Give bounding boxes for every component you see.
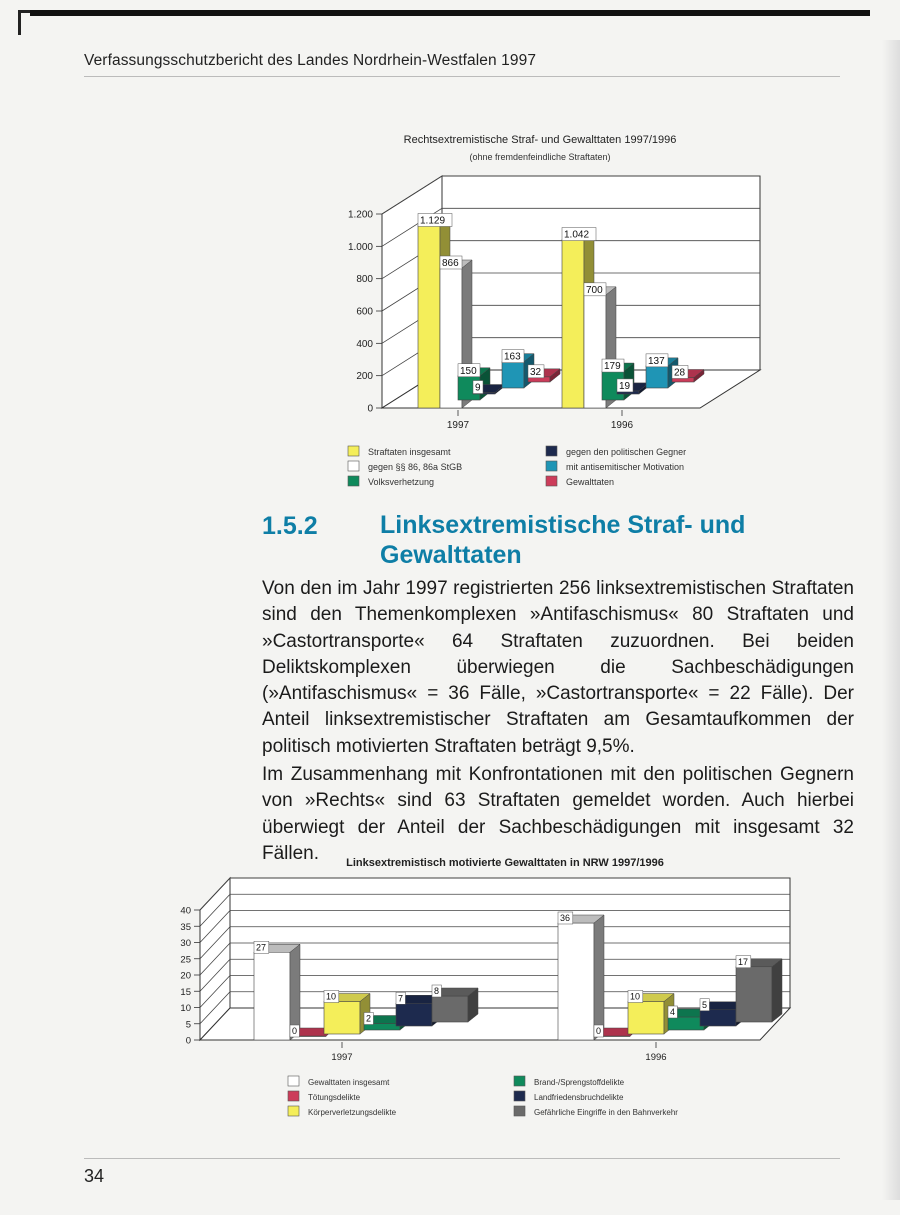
y-tick-label: 1.200 (347, 209, 373, 221)
data-label: 36 (560, 913, 571, 923)
bar-front (628, 1002, 664, 1035)
data-label: 2 (366, 1013, 372, 1024)
x-tick-label: 1997 (446, 420, 470, 431)
footer-rule (84, 1158, 840, 1159)
data-label: 17 (738, 956, 749, 967)
y-tick-label: 400 (356, 338, 373, 350)
y-tick-label: 10 (180, 1003, 191, 1014)
page-number: 34 (84, 1166, 105, 1186)
y-tick-label: 20 (180, 970, 191, 982)
data-label: 10 (326, 991, 337, 1002)
data-label: 163 (504, 351, 521, 363)
data-label: 0 (292, 1026, 298, 1036)
chart-title: Linksextremistisch motivierte Gewalttaten in NRW 1997/1996 (346, 857, 664, 869)
legend-label: Gefährliche Eingriffe in den Bahnverkehr (534, 1108, 678, 1117)
data-label: 179 (604, 361, 621, 373)
paragraph-1: Von den im Jahr 1997 registrierten 256 linksextremistischen Straftaten sind den Themenkomplexen »Antifaschismus« 80 Straftaten und »Castortransporte« 64 Straftaten zuzuordnen. Bei beiden Deliktskomplexen überwiegen die Sachbeschädigungen (»Antifaschismus« = 36 Fälle, »Castortransporte« = 22 Fälle). Der Anteil linksextremistischer Straftaten am Gesamtaufkommen der politisch motivierten Straftaten beträgt 9,5%. (262, 578, 854, 757)
y-tick-label: 600 (356, 306, 373, 318)
legend-swatch (288, 1091, 299, 1101)
bar-front (254, 952, 290, 1040)
legend-swatch (514, 1106, 525, 1116)
data-label: 9 (475, 382, 481, 394)
y-tick-label: 0 (185, 1035, 191, 1047)
bar-front (324, 1002, 360, 1035)
data-label: 4 (670, 1007, 676, 1017)
paragraph-2: Im Zusammenhang mit Konfrontationen mit den politischen Gegnern von »Rechts« sind 63 Straftaten gemeldet worden. Auch hierbei überwiegt der Anteil der Sachbeschädigungen mit insgesamt 32 Fällen. (262, 764, 854, 864)
data-label: 8 (434, 986, 440, 996)
y-tick-label: 35 (180, 921, 191, 933)
y-tick-label: 1.000 (347, 241, 373, 253)
x-tick-label: 1996 (610, 420, 634, 431)
data-label: 1.129 (420, 215, 446, 227)
bar-front (432, 996, 468, 1022)
legend-swatch (514, 1091, 525, 1101)
data-label: 700 (586, 284, 603, 296)
chart-title: Rechtsextremistische Straf- und Gewalttaten 1997/1996 (403, 134, 677, 146)
data-label: 10 (630, 991, 641, 1002)
bar-front (668, 1017, 704, 1030)
x-tick-label: 1997 (331, 1052, 353, 1063)
data-label: 19 (619, 380, 631, 392)
data-label: 137 (648, 355, 665, 367)
data-label: 1.042 (564, 229, 590, 241)
y-tick-label: 15 (180, 986, 191, 998)
legend-label: Körperverletzungsdelikte (308, 1108, 397, 1117)
section-title: Linksextremistische Straf- und Gewalttaten (380, 511, 746, 569)
data-label: 7 (398, 993, 404, 1004)
chart-subtitle: (ohne fremdenfeindliche Straftaten) (469, 152, 611, 162)
bar-front (396, 1003, 432, 1026)
y-tick-label: 30 (180, 938, 191, 949)
y-tick-label: 800 (356, 274, 373, 286)
running-header: Verfassungsschutzbericht des Landes Nordrhein-Westfalen 1997 (84, 52, 537, 69)
y-tick-label: 25 (180, 954, 191, 966)
legend-label: Gewalttaten insgesamt (308, 1078, 390, 1087)
bar-side (772, 959, 782, 1022)
bar-front (736, 967, 772, 1022)
y-tick-label: 5 (185, 1019, 191, 1031)
y-tick-label: 40 (180, 905, 191, 917)
legend-label: Landfriedensbruchdelikte (534, 1093, 624, 1102)
legend-label: gegen §§ 86, 86a StGB (368, 462, 463, 472)
legend-label: Straftaten insgesamt (368, 447, 451, 457)
legend-swatch (288, 1076, 299, 1086)
y-tick-label: 0 (367, 403, 373, 415)
bar-front (558, 923, 594, 1040)
legend-label: Brand-/Sprengstoffdelikte (534, 1078, 625, 1087)
y-tick-label: 200 (356, 371, 373, 383)
legend-label: Volksverhetzung (368, 477, 435, 487)
legend-swatch (288, 1106, 299, 1116)
legend-label: Tötungsdelikte (308, 1093, 361, 1102)
legend-label: Gewalttaten (566, 477, 615, 487)
data-label: 866 (442, 257, 459, 269)
data-label: 0 (596, 1026, 602, 1036)
legend-label: mit antisemitischer Motivation (566, 462, 685, 472)
bar-front (700, 1010, 736, 1026)
section-number: 1.5.2 (262, 512, 318, 540)
data-label: 150 (460, 365, 477, 377)
data-label: 27 (256, 942, 267, 953)
legend-swatch (514, 1076, 525, 1086)
data-label: 28 (674, 367, 686, 379)
x-tick-label: 1996 (645, 1052, 667, 1063)
data-label: 32 (530, 366, 542, 378)
data-label: 5 (702, 999, 708, 1010)
legend-label: gegen den politischen Gegner (566, 447, 687, 457)
bar-side (594, 915, 604, 1040)
